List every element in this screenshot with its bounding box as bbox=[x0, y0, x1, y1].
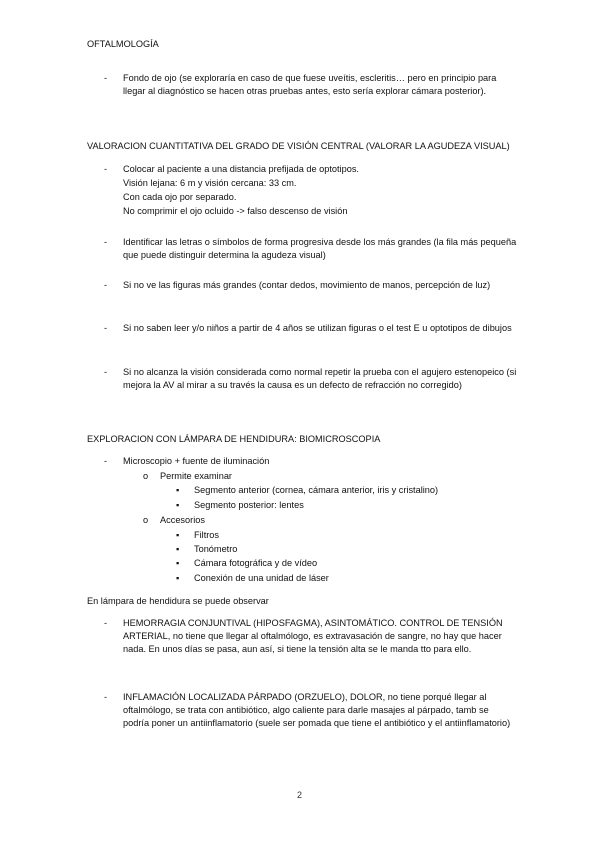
dash-bullet: - bbox=[104, 237, 108, 247]
bullet-text: Si no ve las figuras más grandes (contar dedos, movimiento de manos, percepción de luz) bbox=[123, 280, 491, 290]
sub-bullet-text: Accesorios bbox=[160, 515, 205, 525]
page-title: OFTALMOLOGÍA bbox=[87, 39, 159, 49]
bullet-line: No comprimir el ojo ocluido -> falso descenso de visión bbox=[123, 206, 348, 216]
section-intro-observar: En lámpara de hendidura se puede observar bbox=[87, 596, 269, 606]
sub-sub-bullet-text: Tonómetro bbox=[194, 544, 238, 554]
sub-sub-bullet-text: Segmento posterior: lentes bbox=[194, 500, 304, 510]
sub-sub-bullet-text: Conexión de una unidad de láser bbox=[194, 573, 329, 583]
sub-sub-bullet-text: Cámara fotográfica y de vídeo bbox=[194, 558, 318, 568]
dash-bullet: - bbox=[104, 73, 108, 83]
section-heading-lampara: EXPLORACION CON LÁMPARA DE HENDIDURA: BIOMICROSCOPIA bbox=[87, 434, 381, 444]
square-bullet: ▪ bbox=[176, 485, 180, 495]
dash-bullet: - bbox=[104, 280, 108, 290]
square-bullet: ▪ bbox=[176, 573, 180, 583]
dash-bullet: - bbox=[104, 692, 108, 702]
bullet-line: Colocar al paciente a una distancia prefijada de optotipos. bbox=[123, 164, 359, 174]
bullet-text: Si no saben leer y/o niños a partir de 4 años se utilizan figuras o el test E u optotipos de dibujos bbox=[123, 323, 512, 333]
sub-sub-bullet-text: Segmento anterior (cornea, cámara anterior, iris y cristalino) bbox=[194, 485, 439, 495]
bullet-line: Visión lejana: 6 m y visión cercana: 33 cm. bbox=[123, 178, 297, 188]
square-bullet: ▪ bbox=[176, 530, 180, 540]
dash-bullet: - bbox=[104, 367, 108, 377]
page-number: 2 bbox=[296, 790, 302, 800]
circle-bullet: o bbox=[143, 515, 149, 525]
bullet-text: Identificar las letras o símbolos de forma progresiva desde los más grandes (la fila más pequeña que puede distinguir determina la agudeza visual) bbox=[123, 237, 517, 260]
square-bullet: ▪ bbox=[176, 500, 180, 510]
sub-sub-bullet-text: Filtros bbox=[194, 530, 220, 540]
dash-bullet: - bbox=[104, 164, 108, 174]
intro-bullet-text: Fondo de ojo (se exploraría en caso de que fuese uveítis, escleritis… pero en principio para llegar al diagnóstico se hacen otras pruebas antes, esto sería explorar cámara posterior). bbox=[123, 73, 497, 96]
dash-bullet: - bbox=[104, 323, 108, 333]
section-heading-agudeza: VALORACION CUANTITATIVA DEL GRADO DE VISIÓN CENTRAL (VALORAR LA AGUDEZA VISUAL) bbox=[87, 141, 510, 151]
square-bullet: ▪ bbox=[176, 558, 180, 568]
sub-bullet-text: Permite examinar bbox=[160, 471, 232, 481]
dash-bullet: - bbox=[104, 618, 108, 628]
bullet-text: INFLAMACIÓN LOCALIZADA PÁRPADO (ORZUELO), DOLOR, no tiene porqué llegar al oftalmólogo, se trata con antibiótico, algo caliente para darle masajes al párpado, tamb se podría poner un antiinflamatorio (suele ser pomada que tiene el antibiótico y el antiinflamatorio) bbox=[123, 692, 511, 728]
dash-bullet: - bbox=[104, 456, 108, 466]
circle-bullet: o bbox=[143, 471, 149, 481]
bullet-line: Con cada ojo por separado. bbox=[123, 192, 237, 202]
bullet-text: Microscopio + fuente de iluminación bbox=[123, 456, 270, 466]
square-bullet: ▪ bbox=[176, 544, 180, 554]
bullet-text: Si no alcanza la visión considerada como normal repetir la prueba con el agujero estenopeico (si mejora la AV al mirar a su través la causa es un defecto de refracción no corregido) bbox=[123, 367, 517, 390]
bullet-text: HEMORRAGIA CONJUNTIVAL (HIPOSFAGMA), ASINTOMÁTICO. CONTROL DE TENSIÓN ARTERIAL, no tiene que llegar al oftalmólogo, es extravasación de sangre, no hay que hacer nada. En unos días se pasa, aun así, si tiene la tensión alta se le manda tto para ello. bbox=[123, 618, 503, 654]
